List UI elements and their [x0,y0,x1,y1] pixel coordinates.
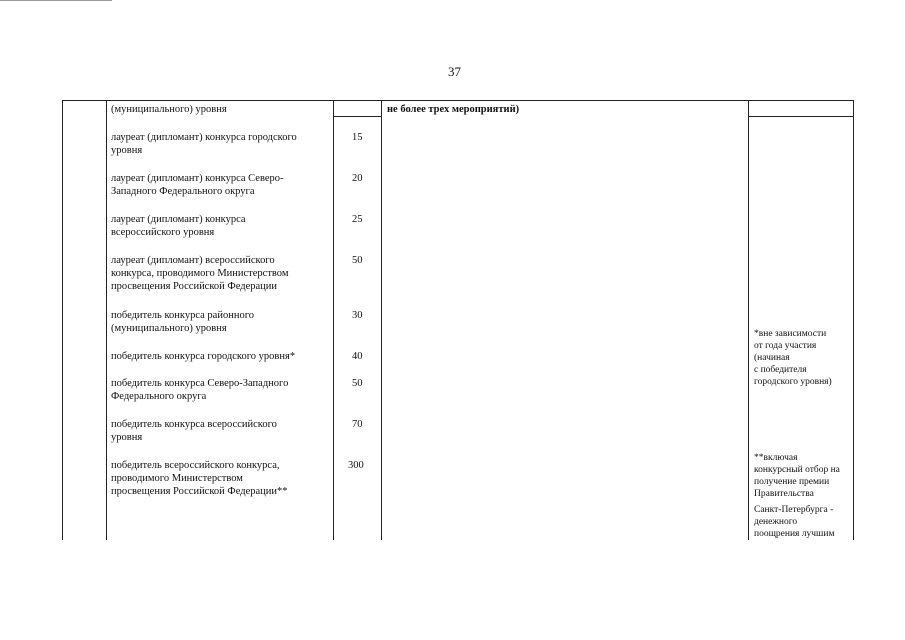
table-row-criterion: лауреат (дипломант) конкурса городского уровня [111,132,297,156]
table-border-right [853,100,854,540]
table-border-top [62,100,854,101]
footnote-1: *вне зависимости от года участия (начиная с победителя городского уровня) [754,329,832,387]
table-row-points: 300 [348,460,364,471]
footnote-2: **включая конкурсный отбор на получение премии Правительства Санкт-Петербурга - денежного поощрения лучшим [754,453,840,539]
table-row-points: 50 [352,255,363,266]
table-row-divider [748,116,853,117]
table-col-divider-1 [106,100,107,540]
table-row-points: 50 [352,378,363,389]
condition-text: не более трех мероприятий) [387,104,520,115]
table-row-points: 70 [352,419,363,430]
table-row-criterion: победитель конкурса Северо-Западного Федерального округа [111,378,289,402]
table-row-divider [333,116,381,117]
table-col-divider-3 [381,100,382,540]
table-row-criterion: победитель конкурса городского уровня* [111,351,296,362]
table-row-points: 20 [352,173,363,184]
criterion-text: (муниципального) уровня [111,104,227,115]
table-col-divider-2 [333,100,334,540]
table-row-points: 15 [352,132,363,143]
table-row-criterion: победитель конкурса районного (муниципального) уровня [111,310,254,334]
table-border-left [62,100,63,540]
table-row-points: 30 [352,310,363,321]
scan-corner-line [0,0,112,1]
table-col-divider-4 [748,100,749,540]
table-row-criterion: лауреат (дипломант) конкурса всероссийского уровня [111,214,246,238]
table-row-criterion: лауреат (дипломант) конкурса Северо- Западного Федерального округа [111,173,284,197]
table-row-points: 25 [352,214,363,225]
page-number: 37 [448,64,461,79]
table-row-points: 40 [352,351,363,362]
table-row-criterion: лауреат (дипломант) всероссийского конкурса, проводимого Министерством просвещения Российской Федерации [111,255,289,292]
table-row-criterion: победитель всероссийского конкурса, проводимого Министерством просвещения Российской Федерации** [111,460,288,497]
table-row-criterion: победитель конкурса всероссийского уровня [111,419,277,443]
